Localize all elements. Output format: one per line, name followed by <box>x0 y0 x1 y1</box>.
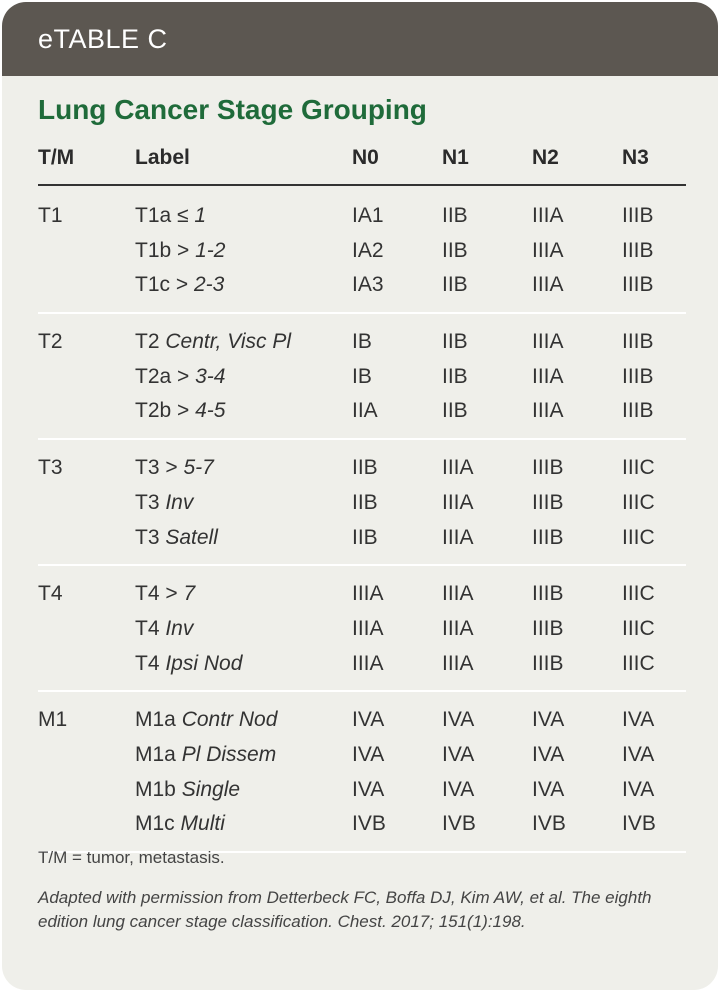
stage-cell-n0: IIA <box>352 399 378 423</box>
column-header-n1: N1 <box>442 146 469 169</box>
label-main: T1b > <box>135 238 196 262</box>
label-main: T4 <box>135 651 166 675</box>
stage-cell-n3: IVA <box>622 708 655 732</box>
stage-cell-n2: IIIA <box>532 399 564 423</box>
stage-cell-n2: IIIB <box>532 525 564 549</box>
stage-cell-n3: IVA <box>622 742 655 766</box>
label-main: T2a > <box>135 364 196 388</box>
stage-cell-n2: IVA <box>532 777 565 801</box>
label-main: T1c > <box>135 273 194 297</box>
label-qualifier: Inv <box>165 490 194 514</box>
stage-cell-n1: IIB <box>442 273 468 297</box>
source-citation <box>38 886 688 934</box>
table-column-headers <box>38 142 686 178</box>
label-cell <box>135 743 276 767</box>
stage-cell-n2: IIIB <box>532 616 564 640</box>
tm-cell: T1 <box>38 204 63 227</box>
table-row <box>38 267 686 302</box>
stage-cell-n1: IIB <box>442 399 468 423</box>
label-main: M1c <box>135 812 181 836</box>
label-cell <box>135 330 291 354</box>
stage-cell-n0: IIIA <box>352 651 384 675</box>
label-qualifier: Inv <box>165 616 194 640</box>
stage-cell-n0: IVA <box>352 742 385 766</box>
stage-cell-n3: IIIB <box>622 238 654 262</box>
column-header-n3: N3 <box>622 146 649 169</box>
table-title: Lung Cancer Stage Grouping <box>38 94 427 125</box>
stage-cell-n3: IVA <box>622 777 655 801</box>
stage-cell-n3: IIIB <box>622 330 654 354</box>
table-header-bar <box>2 2 718 76</box>
stage-cell-n3: IIIC <box>622 490 655 514</box>
label-main: T4 > <box>135 582 184 606</box>
stage-cell-n3: IIIC <box>622 582 655 606</box>
label-qualifier: 1-2 <box>195 238 226 262</box>
stage-cell-n1: IVB <box>442 812 476 836</box>
label-qualifier: 3-4 <box>195 364 226 388</box>
stage-cell-n0: IB <box>352 330 372 354</box>
table-row <box>38 324 686 359</box>
stage-cell-n2: IVB <box>532 812 566 836</box>
stage-group-3 <box>38 566 686 690</box>
stage-cell-n3: IIIC <box>622 616 655 640</box>
table-row <box>38 233 686 268</box>
column-header-tm: T/M <box>38 146 75 169</box>
table-row <box>38 450 686 485</box>
label-main: T2b > <box>135 399 196 423</box>
label-qualifier: 7 <box>183 582 196 606</box>
table-row <box>38 198 686 233</box>
label-main: M1a <box>135 708 182 732</box>
stage-cell-n0: IVB <box>352 812 386 836</box>
table-row <box>38 520 686 555</box>
label-main: T3 <box>135 490 166 514</box>
stage-cell-n3: IVB <box>622 812 656 836</box>
label-main: T3 > <box>135 456 184 480</box>
stage-cell-n2: IIIB <box>532 651 564 675</box>
label-main: T1a ≤ <box>135 204 195 227</box>
stage-cell-n1: IIIA <box>442 490 474 514</box>
stage-group-0 <box>38 186 686 312</box>
table-row <box>38 772 686 807</box>
stage-group-4 <box>38 692 686 851</box>
label-qualifier: 1 <box>194 204 207 227</box>
stage-cell-n1: IIB <box>442 330 468 354</box>
stage-cell-n0: IVA <box>352 708 385 732</box>
table-row <box>38 702 686 737</box>
citation-text: Adapted with permission from Detterbeck FC, Boffa DJ, Kim AW, et al. The eighth edition lung cancer stage classification. <box>38 888 652 931</box>
stage-group-2 <box>38 440 686 564</box>
label-cell <box>135 273 224 297</box>
label-cell <box>135 365 225 389</box>
tm-cell: M1 <box>38 708 68 732</box>
stage-cell-n1: IIIA <box>442 456 474 480</box>
stage-cell-n0: IIIA <box>352 582 384 606</box>
label-main: M1b <box>135 777 182 801</box>
label-cell <box>135 204 206 228</box>
stage-cell-n2: IIIB <box>532 456 564 480</box>
table-row <box>38 737 686 772</box>
stage-cell-n2: IIIB <box>532 490 564 514</box>
label-qualifier: 4-5 <box>195 399 226 423</box>
stage-cell-n3: IIIC <box>622 651 655 675</box>
stage-cell-n1: IIB <box>442 204 468 227</box>
tm-cell: T2 <box>38 330 63 354</box>
label-main: T2 <box>135 330 166 354</box>
label-qualifier: Satell <box>165 525 218 549</box>
stage-cell-n2: IIIA <box>532 204 564 227</box>
stage-cell-n0: IVA <box>352 777 385 801</box>
label-cell <box>135 812 225 836</box>
stage-cell-n1: IVA <box>442 777 475 801</box>
stage-cell-n1: IVA <box>442 742 475 766</box>
label-main: T4 <box>135 616 166 640</box>
stage-cell-n2: IVA <box>532 742 565 766</box>
stage-cell-n1: IIB <box>442 238 468 262</box>
label-qualifier: Single <box>181 777 241 801</box>
stage-cell-n3: IIIB <box>622 364 654 388</box>
citation-details: . 2017; 151(1):198. <box>381 912 526 931</box>
table-row <box>38 646 686 681</box>
label-cell <box>135 652 242 676</box>
stage-cell-n0: IA3 <box>352 273 384 297</box>
stage-cell-n0: IA2 <box>352 238 384 262</box>
stage-cell-n3: IIIB <box>622 399 654 423</box>
label-cell <box>135 456 214 480</box>
table-footnote: T/M = tumor, metastasis. <box>38 848 225 867</box>
stage-cell-n1: IIIA <box>442 582 474 606</box>
label-cell <box>135 617 193 641</box>
stage-cell-n1: IIIA <box>442 525 474 549</box>
stage-cell-n2: IIIA <box>532 330 564 354</box>
stage-cell-n2: IVA <box>532 708 565 732</box>
label-cell <box>135 708 277 732</box>
stage-group-1 <box>38 314 686 438</box>
stage-cell-n0: IA1 <box>352 204 384 227</box>
table-card <box>2 2 718 990</box>
label-qualifier: 5-7 <box>183 456 214 480</box>
column-header-label: Label <box>135 146 190 169</box>
stage-table <box>38 142 686 853</box>
stage-cell-n3: IIIC <box>622 525 655 549</box>
stage-cell-n3: IIIB <box>622 204 654 227</box>
label-qualifier: Multi <box>180 812 225 836</box>
table-row <box>38 806 686 841</box>
label-qualifier: Contr Nod <box>181 708 278 732</box>
label-cell <box>135 582 195 606</box>
stage-cell-n2: IIIA <box>532 273 564 297</box>
label-main: M1a <box>135 742 182 766</box>
tm-cell: T4 <box>38 582 63 606</box>
column-header-n2: N2 <box>532 146 559 169</box>
label-cell <box>135 239 225 263</box>
citation-journal: Chest <box>337 912 382 931</box>
label-cell <box>135 399 225 423</box>
table-body <box>38 186 686 853</box>
table-row <box>38 393 686 428</box>
table-row <box>38 359 686 394</box>
table-row <box>38 576 686 611</box>
label-qualifier: Centr, Visc Pl <box>165 330 292 354</box>
stage-cell-n0: IIB <box>352 490 378 514</box>
stage-cell-n3: IIIC <box>622 456 655 480</box>
stage-cell-n1: IIIA <box>442 616 474 640</box>
label-main: T3 <box>135 525 166 549</box>
table-row <box>38 611 686 646</box>
stage-cell-n0: IB <box>352 364 372 388</box>
stage-cell-n2: IIIA <box>532 238 564 262</box>
stage-cell-n0: IIB <box>352 525 378 549</box>
tm-cell: T3 <box>38 456 63 480</box>
label-qualifier: 2-3 <box>193 273 225 297</box>
column-header-n0: N0 <box>352 146 379 169</box>
stage-cell-n0: IIB <box>352 456 378 480</box>
stage-cell-n1: IVA <box>442 708 475 732</box>
label-qualifier: Ipsi Nod <box>165 651 243 675</box>
stage-cell-n1: IIB <box>442 364 468 388</box>
stage-cell-n0: IIIA <box>352 616 384 640</box>
stage-cell-n1: IIIA <box>442 651 474 675</box>
label-qualifier: Pl Dissem <box>181 742 277 766</box>
table-number: eTABLE C <box>38 23 168 54</box>
stage-cell-n2: IIIB <box>532 582 564 606</box>
table-row <box>38 485 686 520</box>
label-cell <box>135 526 218 550</box>
stage-cell-n3: IIIB <box>622 273 654 297</box>
label-cell <box>135 778 240 802</box>
stage-cell-n2: IIIA <box>532 364 564 388</box>
label-cell <box>135 491 193 515</box>
